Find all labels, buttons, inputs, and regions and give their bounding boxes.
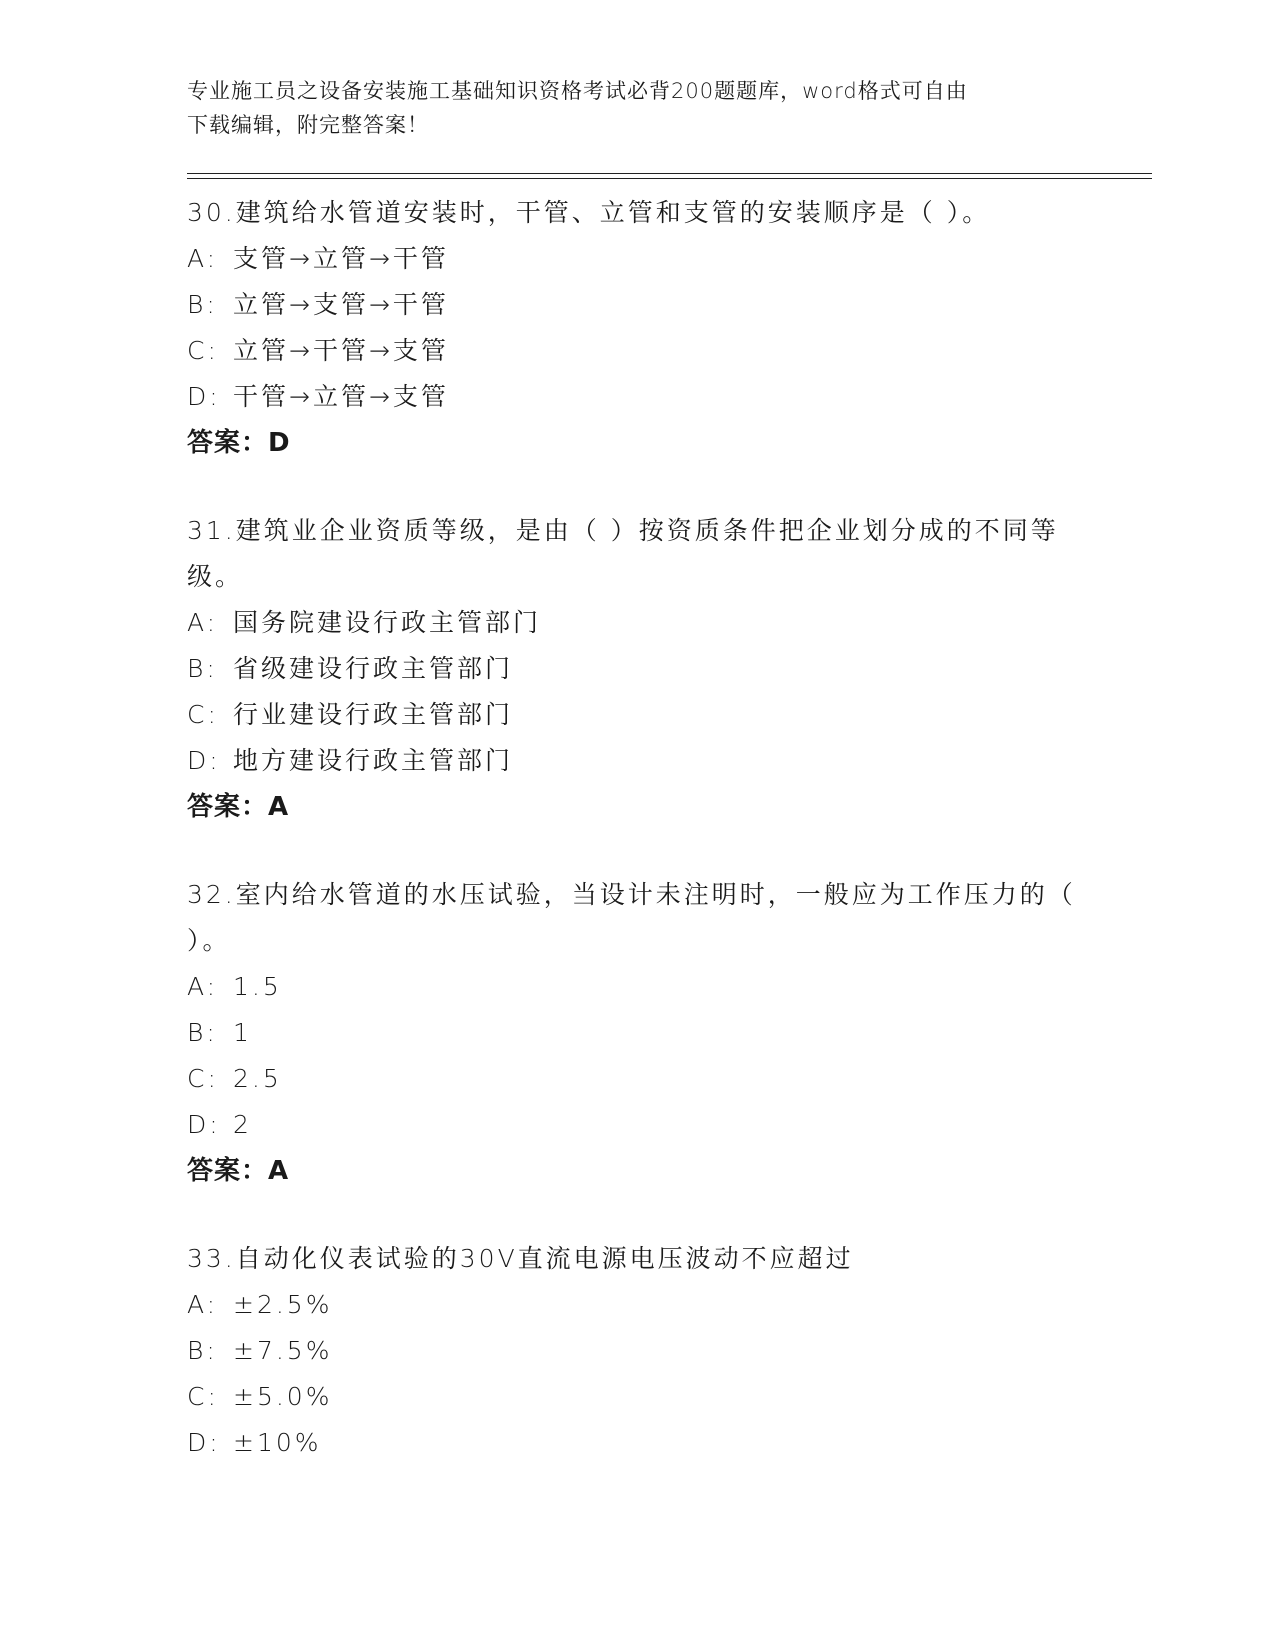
option-text: 省级建设行政主管部门 [233,654,514,683]
option-text: 立管→支管→干管 [233,290,449,319]
header-divider-top [187,173,1152,174]
option-text: 1 [233,1018,252,1047]
option-label: C: [187,1382,219,1411]
question-stem: 31.建筑业企业资质等级，是由（ ）按资质条件把企业划分成的不同等级。 [187,516,1059,591]
option-a [187,600,1087,646]
option-text: 支管→立管→干管 [233,244,449,273]
option-c [187,692,1087,738]
option-label: D: [187,382,221,411]
option-label: B: [187,290,218,319]
option-label: D: [187,1110,221,1139]
option-text: 干管→立管→支管 [233,382,449,411]
option-label: C: [187,1064,219,1093]
option-text: 国务院建设行政主管部门 [233,608,542,637]
header-divider-bottom [187,178,1152,179]
question-stem: 33.自动化仪表试验的30V直流电源电压波动不应超过 [187,1244,854,1273]
option-label: D: [187,746,221,775]
option-label: C: [187,336,219,365]
option-label: A: [187,608,219,637]
option-label: D: [187,1428,221,1457]
option-label: A: [187,244,219,273]
question-item [187,1236,1087,1466]
question-list [187,190,1087,1508]
option-b [187,1010,1087,1056]
option-a [187,964,1087,1010]
option-text: 地方建设行政主管部门 [233,746,514,775]
option-b [187,1328,1087,1374]
option-c [187,1374,1087,1420]
option-a [187,236,1087,282]
question-item [187,872,1087,1194]
option-text: ±10% [233,1428,322,1457]
option-d [187,1420,1087,1466]
question-item [187,508,1087,830]
option-b [187,282,1087,328]
option-d [187,374,1087,420]
option-text: ±5.0% [233,1382,333,1411]
option-c [187,328,1087,374]
option-text: 立管→干管→支管 [233,336,449,365]
question-item [187,190,1087,466]
header-line-1: 专业施工员之设备安装施工基础知识资格考试必背200题题库，word格式可自由 [187,79,968,103]
answer-line: 答案：A [187,1156,290,1186]
option-label: B: [187,1018,218,1047]
option-label: C: [187,700,219,729]
answer-line: 答案：A [187,792,290,822]
document-header [187,74,1067,142]
option-label: A: [187,1290,219,1319]
option-text: ±7.5% [233,1336,333,1365]
option-label: B: [187,654,218,683]
option-c [187,1056,1087,1102]
answer-line: 答案：D [187,428,291,458]
option-a [187,1282,1087,1328]
question-stem: 32.室内给水管道的水压试验，当设计未注明时，一般应为工作压力的（ ）。 [187,880,1076,955]
option-label: A: [187,972,219,1001]
option-text: 1.5 [233,972,282,1001]
option-text: ±2.5% [233,1290,333,1319]
option-b [187,646,1087,692]
option-d [187,738,1087,784]
option-text: 2.5 [233,1064,282,1093]
option-text: 行业建设行政主管部门 [233,700,514,729]
question-stem: 30.建筑给水管道安装时，干管、立管和支管的安装顺序是（ ）。 [187,198,991,227]
option-label: B: [187,1336,218,1365]
option-d [187,1102,1087,1148]
header-line-2: 下载编辑，附完整答案！ [187,113,429,137]
option-text: 2 [233,1110,252,1139]
